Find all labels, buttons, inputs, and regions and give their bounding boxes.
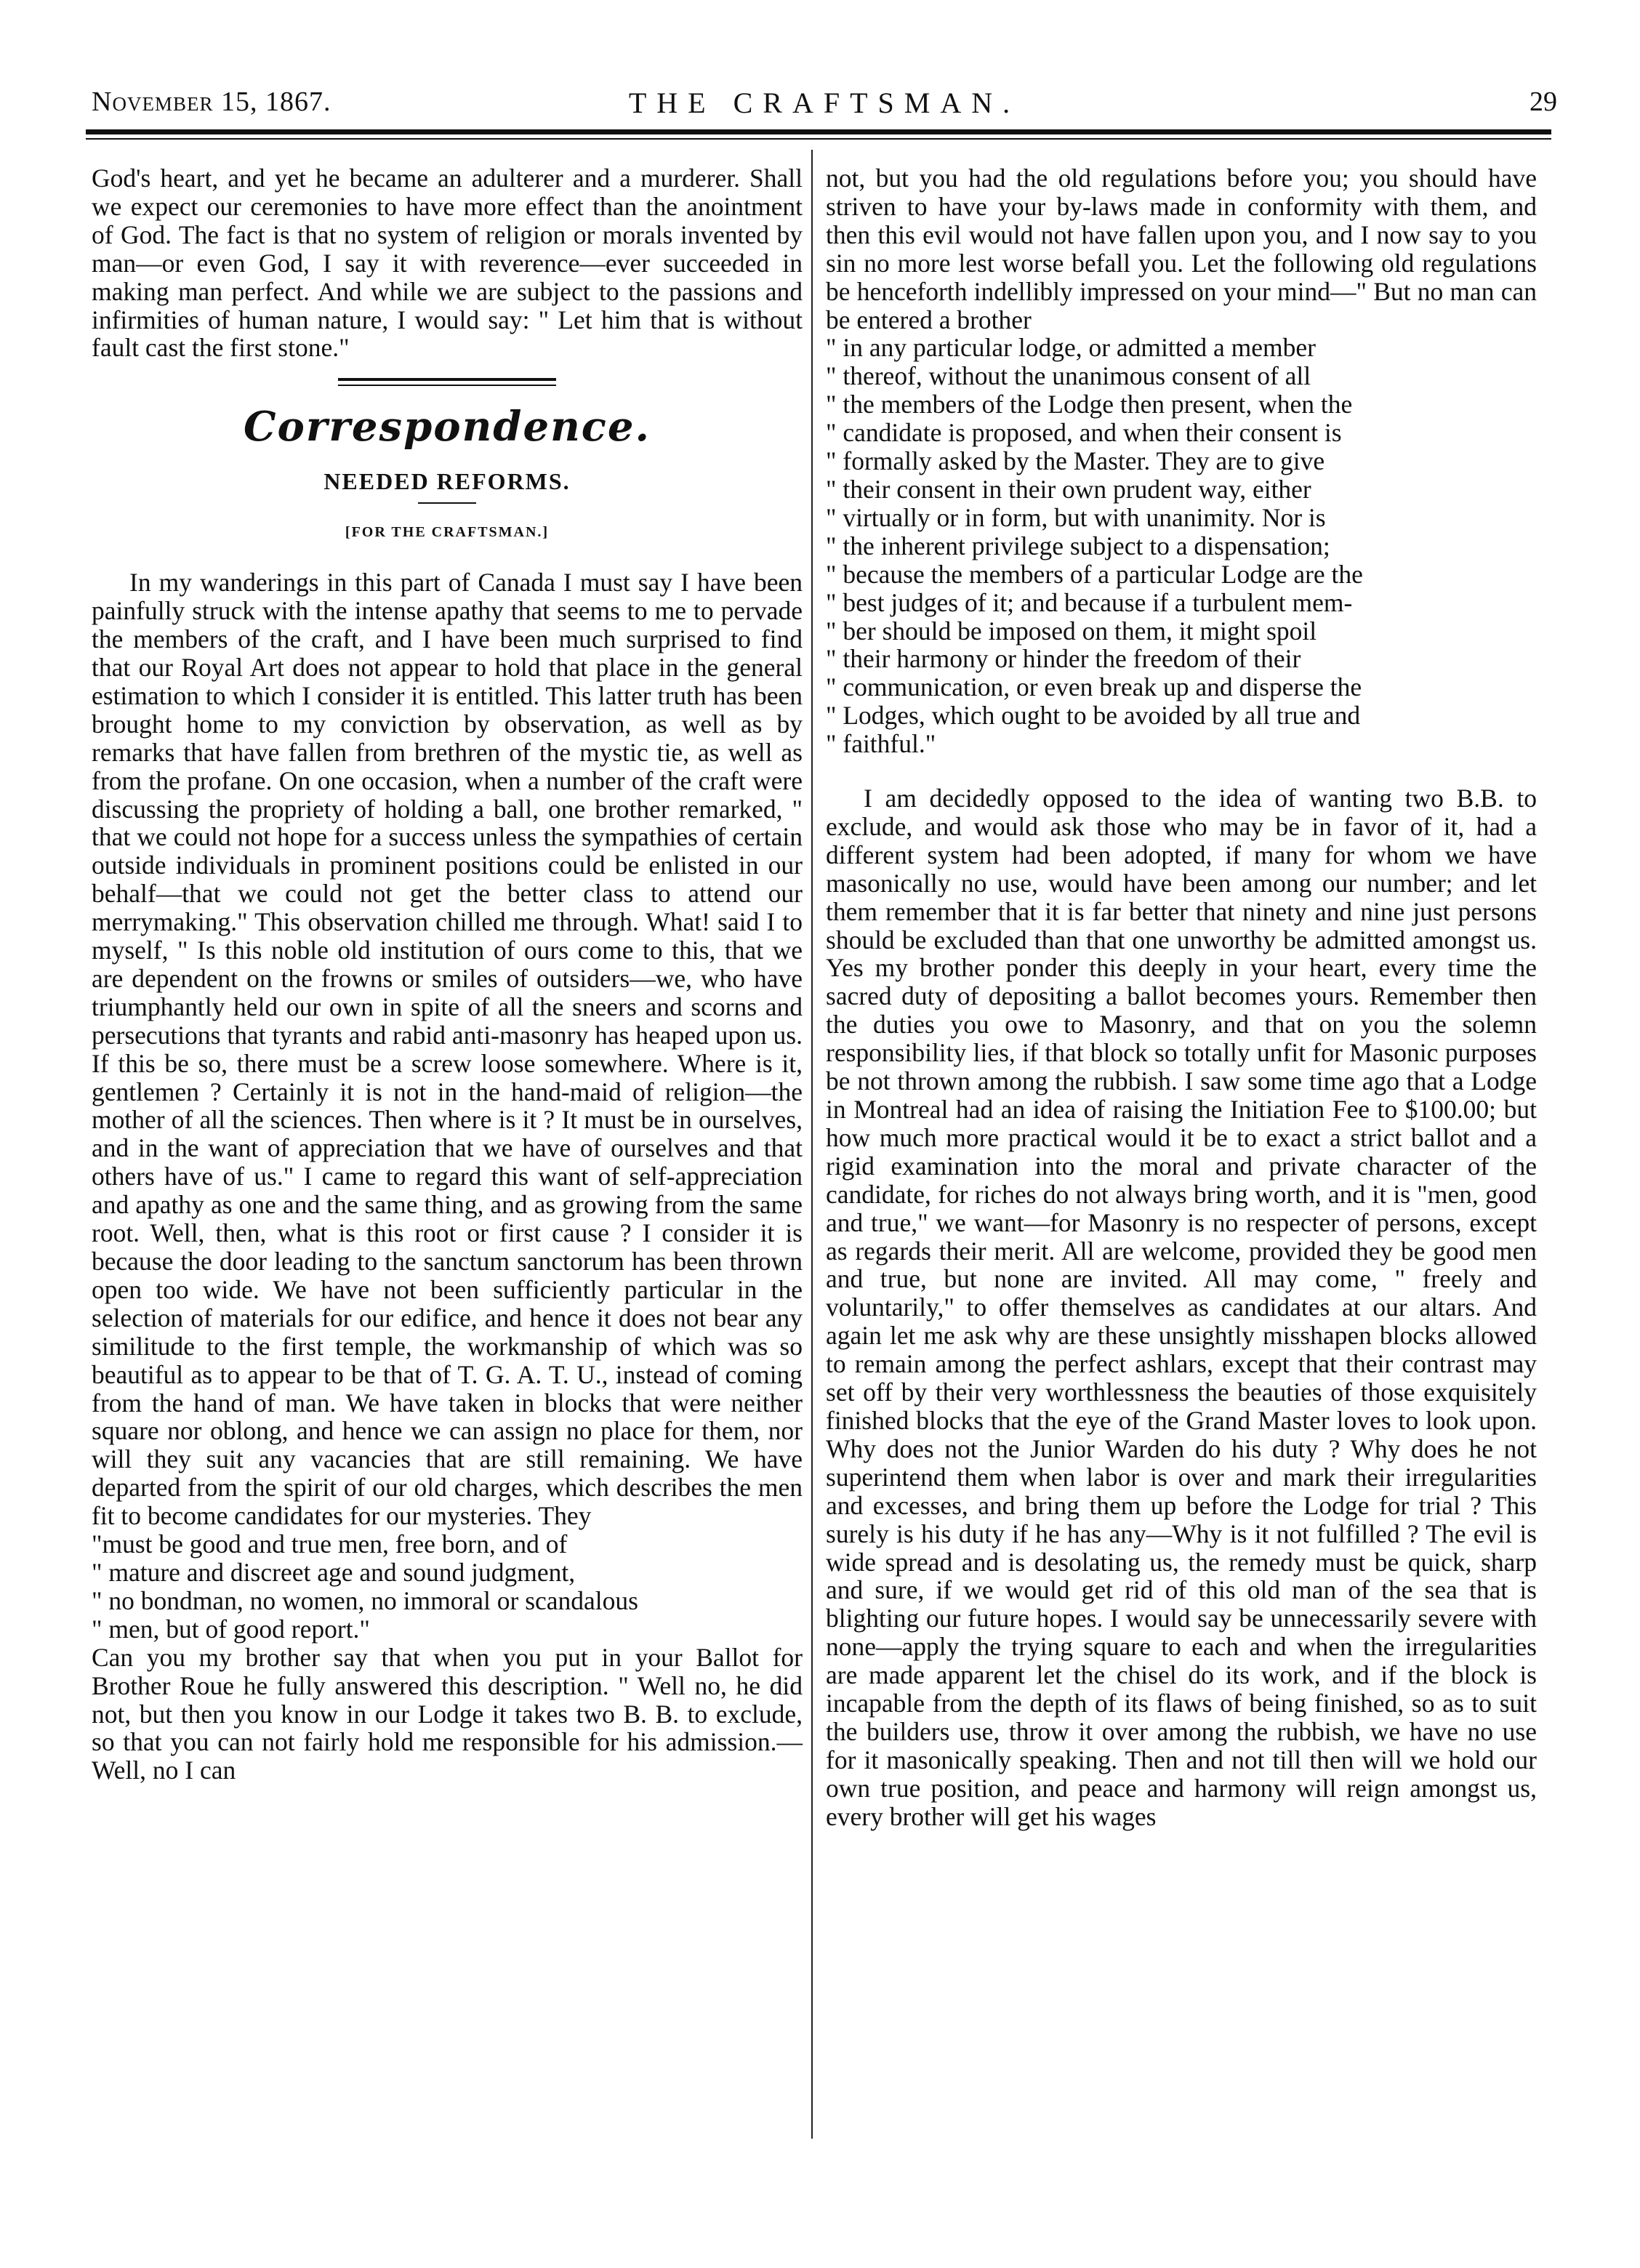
quote-line: " communication, or even break up and disperse the — [826, 672, 1362, 702]
column-divider — [811, 150, 813, 2139]
right-body-paragraph: I am decidedly opposed to the idea of wanting two B.B. to exclude, and would ask those who may be in favor of it, had a different system had been adopted, if many for whom we have masonically no use, would have been among our number; and let them remember that it is far better that ninety and nine just persons should be excluded than that one unworthy be admitted amongst us. Yes my brother ponder this deeply in your heart, every time the sacred duty of depositing a ballot becomes yours. Remember then the duties you owe to Masonry, and that on you the solemn responsibility lies, if that block so totally unfit for Masonic purposes be not thrown among the rubbish. I saw some time ago that a Lodge in Montreal had an idea of raising the Initiation Fee to $100.00; but how much more practical would it be to exact a strict ballot and a rigid examination into the moral and private character of the candidate, for riches do not always bring worth, and it is "men, good and true," we want—for Masonry is no respecter of persons, except as regards their merit. All are welcome, provided they be good men and true, but none are invited. All may come, " freely and voluntarily," to offer themselves as candidates at our altars. And again let me ask why are these unsightly misshapen blocks allowed to remain among the perfect ashlars, except that their contrast may set off by their very worthlessness the beauties of those exquisitely finished blocks that the eye of the Grand Master loves to look upon. Why does not the Junior Warden do his duty ? Why does he not superintend them when labor is over and mark their irregularities and excesses, and bring them up before the Lodge for trial ? This surely is his duty if he has any—Why is it not fulfilled ? The evil is wide spread and is desolating us, the remedy must be quick, sharp and sure, if we would get rid of this old man of the sea that is blighting our future hopes. I would say be unnecessarily severe with none—apply the trying square to each and when the irregularities are made apparent let the chisel do its work, and if the block is incapable from the depth of its flaws of being finished, so as to suit the builders use, throw it over among the rubbish, we have no use for it masonically speaking. Then and not till then will we hold our own true position, and peace and harmony will reign amongst us, every brother will get his wages — [826, 784, 1537, 1831]
left-body-paragraph: In my wanderings in this part of Canada I must say I have been painfully struck with the intense apathy that seems to me to pervade the members of the craft, and I have been much surprised to find that our Royal Art does not appear to hold that place in the general estimation to which I consider it is entitled. This latter truth has been brought home to my conviction by observation, as well as by remarks that have fallen from brethren of the mystic tie, as well as from the profane. On one occasion, when a number of the craft were discussing the propriety of holding a ball, one brother remarked, " that we could not hope for a success unless the sympathies of certain outside individuals in prominent positions could be enlisted in our behalf—that we could not get the better class to attend our merrymaking." This observation chilled me through. What! said I to myself, " Is this noble old institution of ours come to this, that we are dependent on the frowns or smiles of outsiders—we, who have triumphantly held our own in spite of all the sneers and scorns and persecutions that tyrants and rabid anti-masonry has heaped upon us. If this be so, there must be a screw loose somewhere. Where is it, gentlemen ? Certainly it is not in the hand-maid of religion—the mother of all the sciences. Then where is it ? It must be in ourselves, and in the want of appreciation that we have of ourselves and that others have of us." I came to regard this want of self-appreciation and apathy as one and the same thing, and as growing from the same root. Well, then, what is this root or first cause ? I consider it is because the door leading to the sanctum sanctorum has been thrown open too wide. We have not been sufficiently particular in the selection of materials for our edifice, and hence it does not bear any similitude to the first temple, the workmanship of which was so beautiful as to appear to be that of T. G. A. T. U., instead of coming from the hand of man. We have taken in blocks that were neither square nor oblong, and hence we can assign no place for them, nor will they suit any vacancies that are still remaining. We have departed from the spirit of our old charges, which describes the men fit to become candidates for our mysteries. They — [92, 568, 803, 1531]
quote-line: " no bondman, no women, no immoral or scandalous — [92, 1585, 638, 1615]
left-opening-paragraph: God's heart, and yet he became an adulterer and a murderer. Shall we expect our ceremonies to have more effect than the anointment of God. The fact is that no system of religion or morals invented by man—or even God, I say it with reverence—ever succeeded in making man perfect. And while we are subject to the passions and infirmities of human nature, I would say: " Let him that is without fault cast the first stone." — [92, 164, 803, 363]
left-quote-block — [92, 1530, 803, 1644]
quote-line: " thereof, without the unanimous consent of all — [826, 361, 1311, 391]
quote-line: " faithful." — [826, 729, 936, 759]
left-closing-text: Can you my brother say that when you put in your Ballot for Brother Roue he fully answered this description. " Well no, he did not, but then you know in our Lodge it takes two B. B. to exclude, so that you can not fairly hold me responsible for his admission.—Well, no I can — [92, 1642, 803, 1785]
quote-line: "must be good and true men, free born, and of — [92, 1529, 568, 1559]
quote-line: " Lodges, which ought to be avoided by all true and — [826, 701, 1361, 731]
running-header — [92, 86, 1557, 126]
quote-line: " virtually or in form, but with unanimity. Nor is — [826, 502, 1326, 532]
paragraph-gap — [826, 758, 1537, 784]
left-column — [92, 164, 803, 1785]
quote-line: " men, but of good report." — [92, 1614, 370, 1644]
section-rule-thick — [338, 378, 556, 381]
title-rule — [418, 502, 476, 504]
quote-line: " their harmony or hinder the freedom of their — [826, 644, 1301, 674]
header-rule-thick — [86, 129, 1551, 134]
article-title: NEEDED REFORMS. — [323, 468, 571, 495]
section-heading: Correspondence. — [243, 403, 651, 451]
publication-title: THE CRAFTSMAN. — [628, 87, 1021, 119]
quote-line: " formally asked by the Master. They are to give — [826, 446, 1325, 476]
right-opening-text: not, but you had the old regulations before you; you should have striven to have your by-laws made in conformity with them, and then this evil would not have fallen upon you, and I now say to you sin no more lest worse befall you. Let the following old regulations be henceforth indellibly impressed on your mind—" But no man can be entered a brother — [826, 164, 1537, 334]
page-number: 29 — [1530, 87, 1557, 117]
right-column — [826, 164, 1537, 1831]
quote-line: " their consent in their own prudent way, either — [826, 474, 1311, 504]
quote-line: " in any particular lodge, or admitted a member — [826, 333, 1316, 363]
section-rule-thin — [338, 385, 556, 386]
right-quote-block — [826, 334, 1537, 758]
quote-line: " best judges of it; and because if a turbulent mem- — [826, 587, 1353, 617]
quote-line: " because the members of a particular Lodge are the — [826, 559, 1363, 589]
quote-line: " the inherent privilege subject to a dispensation; — [826, 531, 1330, 560]
quote-line: " the members of the Lodge then present, when the — [826, 390, 1353, 419]
quote-line: " mature and discreet age and sound judgment, — [92, 1557, 576, 1587]
issue-date: November 15, 1867. — [92, 87, 331, 117]
quote-line: " ber should be imposed on them, it might spoil — [826, 616, 1317, 646]
header-rule-thin — [86, 138, 1551, 140]
article-byline: [FOR THE CRAFTSMAN.] — [345, 524, 550, 541]
quote-line: " candidate is proposed, and when their consent is — [826, 418, 1342, 448]
